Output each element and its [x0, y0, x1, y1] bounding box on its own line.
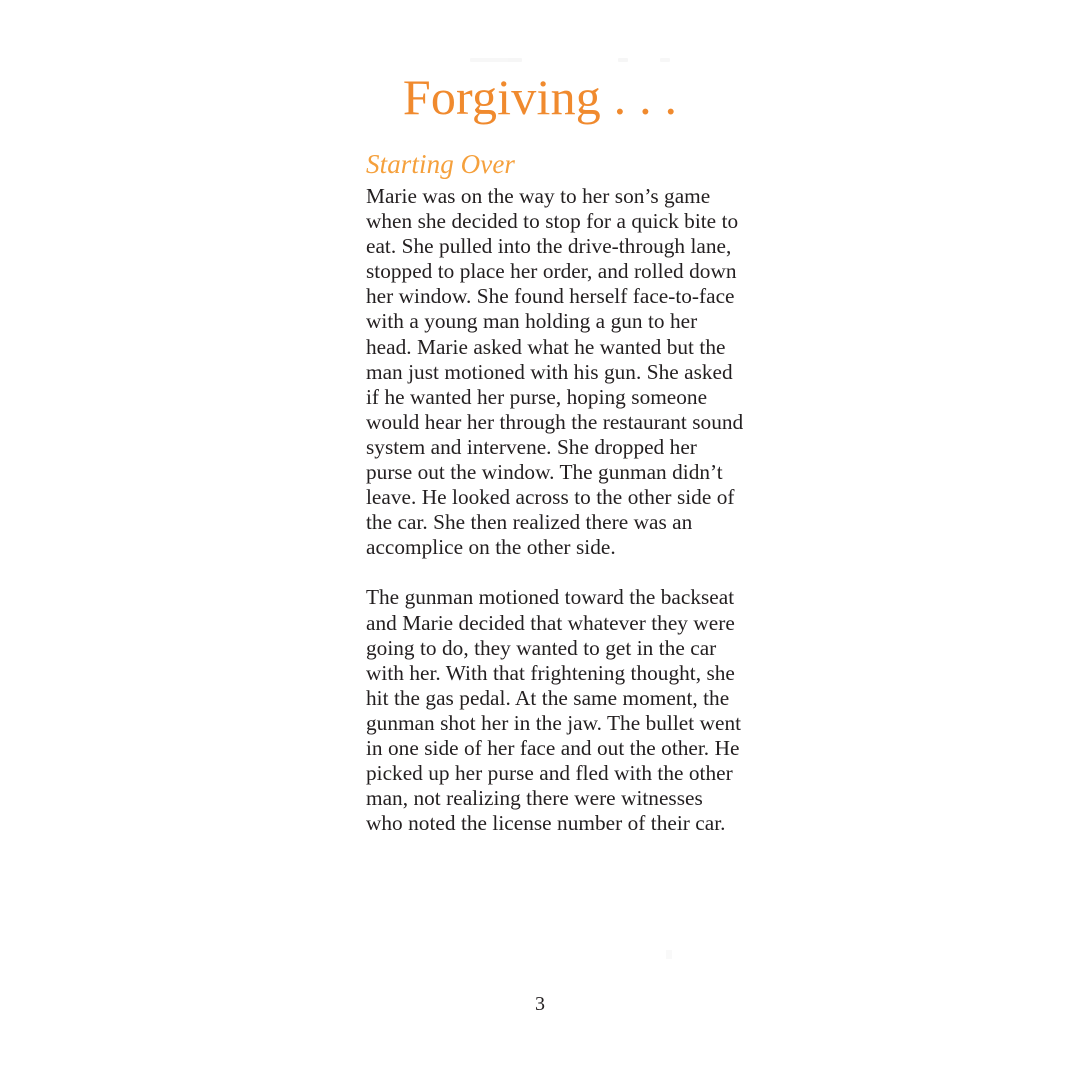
page-content — [366, 148, 744, 836]
bleed-through-artifact — [470, 58, 670, 66]
page-number: 3 — [535, 993, 545, 1015]
body-paragraph: Marie was on the way to her son’s game when she decided to stop for a quick bite to eat. She pulled into the drive-through lane, stopped to place her order, and rolled down her window. She found herself face-to-face with a young man holding a gun to her head. Marie asked what he wanted but the man just motioned with his gun. She asked if he wanted her purse, hoping someone would hear her through the restaurant sound system and intervene. She dropped her purse out the window. The gunman didn’t leave. He looked across to the other side of the car. She then realized there was an accomplice on the other side. — [366, 184, 744, 560]
faint-page-artifact — [666, 950, 672, 959]
section-heading: Starting Over — [366, 149, 516, 179]
page-title: Forgiving . . . — [402, 69, 678, 125]
body-paragraph: The gunman motioned toward the backseat and Marie decided that whatever they were going to do, they wanted to get in the car with her. With that frightening thought, she hit the gas pedal. At the same moment, the gunman shot her in the jaw. The bullet went in one side of her face and out the other. He picked up her purse and fled with the other man, not realizing there were witnesses who noted the license number of their car. — [366, 585, 742, 836]
